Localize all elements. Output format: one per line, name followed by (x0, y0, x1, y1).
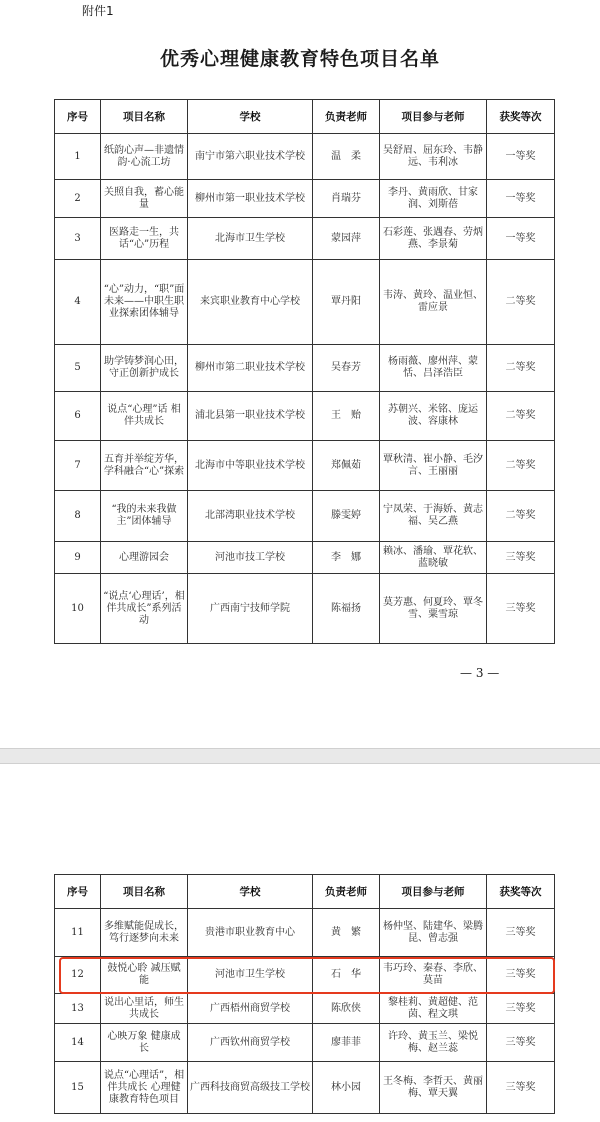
cell-members: 韦涛、黄玲、温业恒、雷应景 (380, 260, 487, 345)
cell-lead: 肖瑞芬 (313, 180, 380, 218)
header-school: 学校 (188, 875, 313, 909)
cell-school: 北海市卫生学校 (188, 218, 313, 260)
cell-no: 8 (55, 491, 101, 542)
header-award: 获奖等次 (487, 100, 555, 134)
cell-school: 河池市卫生学校 (188, 957, 313, 994)
cell-award: 三等奖 (487, 1024, 555, 1062)
cell-lead: 李 娜 (313, 542, 380, 574)
cell-members: 吴舒眉、屈东玲、韦静远、韦利冰 (380, 134, 487, 180)
cell-school: 柳州市第二职业技术学校 (188, 345, 313, 392)
cell-award: 二等奖 (487, 260, 555, 345)
cell-no: 15 (55, 1062, 101, 1114)
cell-lead: 滕雯婷 (313, 491, 380, 542)
cell-school: 柳州市第一职业技术学校 (188, 180, 313, 218)
table-row (55, 1024, 555, 1062)
attachment-label: 附件1 (82, 4, 114, 18)
cell-members: 韦巧玲、秦春、李欣、莫苗 (380, 957, 487, 994)
document-page-2 (0, 764, 600, 1122)
cell-school: 浦北县第一职业技术学校 (188, 392, 313, 441)
cell-project: 助学铸梦润心田，守正创新护成长 (101, 345, 188, 392)
cell-school: 广西钦州商贸学校 (188, 1024, 313, 1062)
cell-members: 石彩莲、张遇春、劳炳燕、李景菊 (380, 218, 487, 260)
cell-award: 三等奖 (487, 957, 555, 994)
cell-no: 4 (55, 260, 101, 345)
header-award: 获奖等次 (487, 875, 555, 909)
page-number: — 3 — (460, 666, 500, 680)
cell-award: 三等奖 (487, 994, 555, 1024)
cell-school: 河池市技工学校 (188, 542, 313, 574)
cell-award: 三等奖 (487, 909, 555, 957)
document-title: 优秀心理健康教育特色项目名单 (159, 48, 440, 70)
cell-project: 心映万象 健康成长 (101, 1024, 188, 1062)
cell-award: 一等奖 (487, 180, 555, 218)
cell-members: 莫芳惠、何夏玲、覃冬雪、粟雪琼 (380, 574, 487, 644)
cell-project: 五育并举绽芳华，学科融合“心”探索 (101, 441, 188, 491)
cell-lead: 郑佩茹 (313, 441, 380, 491)
cell-members: 黎桂莉、黄超健、范茵、程文琪 (380, 994, 487, 1024)
table-row (55, 260, 555, 345)
header-no: 序号 (55, 875, 101, 909)
cell-project: 多维赋能促成长，笃行逐梦向未来 (101, 909, 188, 957)
cell-project: 说出心里话，师生共成长 (101, 994, 188, 1024)
cell-members: 苏朝兴、米铭、庞运波、容康林 (380, 392, 487, 441)
cell-members: 李丹、黄雨欣、甘家润、刘斯蓓 (380, 180, 487, 218)
table-row (55, 218, 555, 260)
table-row (55, 909, 555, 957)
cell-members: 赖冰、潘瑜、覃花软、蓝晓敏 (380, 542, 487, 574)
cell-lead: 吴春芳 (313, 345, 380, 392)
cell-project: 说点“心理话”，相伴共成长 心理健康教育特色项目 (101, 1062, 188, 1114)
cell-members: 王冬梅、李哲天、黄丽梅、覃天翼 (380, 1062, 487, 1114)
cell-school: 北部湾职业技术学校 (188, 491, 313, 542)
table-row (55, 134, 555, 180)
cell-project: “心”动力，“职”面未来——中职生职业探索团体辅导 (101, 260, 188, 345)
table-header-row (55, 875, 555, 909)
cell-award: 二等奖 (487, 441, 555, 491)
cell-award: 三等奖 (487, 542, 555, 574)
header-project: 项目名称 (101, 100, 188, 134)
cell-lead: 王 贻 (313, 392, 380, 441)
table-row (55, 994, 555, 1024)
cell-award: 三等奖 (487, 1062, 555, 1114)
table-row (55, 180, 555, 218)
cell-school: 贵港市职业教育中心 (188, 909, 313, 957)
cell-project: 医路走一生，共话“心”历程 (101, 218, 188, 260)
cell-lead: 陈福扬 (313, 574, 380, 644)
cell-no: 6 (55, 392, 101, 441)
cell-no: 7 (55, 441, 101, 491)
header-school: 学校 (188, 100, 313, 134)
cell-project: 说点“心理”话 相伴共成长 (101, 392, 188, 441)
table-row (55, 574, 555, 644)
header-project: 项目名称 (101, 875, 188, 909)
cell-no: 9 (55, 542, 101, 574)
table-row (55, 542, 555, 574)
cell-lead: 廖菲菲 (313, 1024, 380, 1062)
header-lead: 负责老师 (313, 875, 380, 909)
cell-no: 5 (55, 345, 101, 392)
cell-award: 三等奖 (487, 574, 555, 644)
cell-award: 一等奖 (487, 134, 555, 180)
cell-school: 北海市中等职业技术学校 (188, 441, 313, 491)
table-row (55, 345, 555, 392)
cell-no: 3 (55, 218, 101, 260)
cell-members: 杨雨薇、廖州萍、蒙恬、吕泽浩臣 (380, 345, 487, 392)
cell-members: 许玲、黄玉兰、梁悦梅、赵兰蕊 (380, 1024, 487, 1062)
table-header-row (55, 100, 555, 134)
cell-project: 关照自我，蓄心能量 (101, 180, 188, 218)
cell-school: 广西科技商贸高级技工学校 (188, 1062, 313, 1114)
cell-members: 杨仲坚、陆建华、梁腾昆、曾志强 (380, 909, 487, 957)
header-lead: 负责老师 (313, 100, 380, 134)
header-members: 项目参与老师 (380, 100, 487, 134)
cell-members: 覃秋清、崔小静、毛汐言、王丽丽 (380, 441, 487, 491)
cell-project: “说点‘心理话’，相伴共成长”系列活动 (101, 574, 188, 644)
cell-award: 一等奖 (487, 218, 555, 260)
cell-project: 鼓悦心聆 减压赋能 (101, 957, 188, 994)
highlight-box (59, 957, 555, 994)
cell-school: 来宾职业教育中心学校 (188, 260, 313, 345)
cell-award: 二等奖 (487, 345, 555, 392)
cell-lead: 黄 繁 (313, 909, 380, 957)
award-table-page-1 (54, 99, 555, 644)
cell-project: “我的未来我做主”团体辅导 (101, 491, 188, 542)
cell-lead: 温 柔 (313, 134, 380, 180)
award-table-page-2 (54, 874, 555, 1114)
cell-lead: 林小园 (313, 1062, 380, 1114)
cell-lead: 覃丹阳 (313, 260, 380, 345)
table-row (55, 392, 555, 441)
cell-members: 宁凤荣、于海娇、黄志福、吴乙燕 (380, 491, 487, 542)
cell-project: 心理游园会 (101, 542, 188, 574)
cell-no: 13 (55, 994, 101, 1024)
header-members: 项目参与老师 (380, 875, 487, 909)
cell-no: 1 (55, 134, 101, 180)
cell-no: 14 (55, 1024, 101, 1062)
cell-award: 二等奖 (487, 491, 555, 542)
cell-no: 2 (55, 180, 101, 218)
cell-award: 二等奖 (487, 392, 555, 441)
table-row (55, 441, 555, 491)
cell-no: 10 (55, 574, 101, 644)
page-separator (0, 748, 600, 764)
cell-project: 纸韵心声—非遗情韵·心流工坊 (101, 134, 188, 180)
cell-school: 广西南宁技师学院 (188, 574, 313, 644)
table-row (55, 1062, 555, 1114)
header-no: 序号 (55, 100, 101, 134)
cell-lead: 石 华 (313, 957, 380, 994)
cell-school: 广西梧州商贸学校 (188, 994, 313, 1024)
cell-lead: 陈欣侠 (313, 994, 380, 1024)
cell-school: 南宁市第六职业技术学校 (188, 134, 313, 180)
cell-no: 12 (55, 957, 101, 994)
cell-no: 11 (55, 909, 101, 957)
cell-lead: 蒙园萍 (313, 218, 380, 260)
table-row (55, 491, 555, 542)
